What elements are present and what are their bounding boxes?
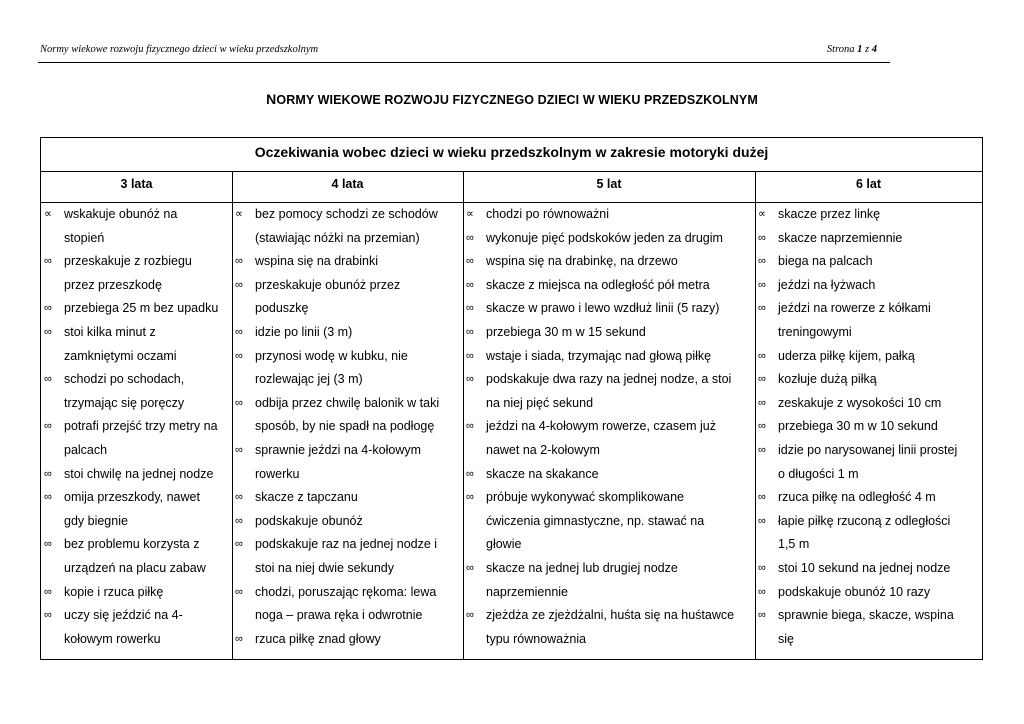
bullet-icon: ∞ — [235, 325, 243, 338]
list-item — [758, 250, 980, 274]
item-text-line: sprawnie biega, skacze, wspina — [778, 608, 954, 623]
bullet-icon: ∞ — [235, 632, 243, 645]
list-item — [44, 533, 230, 580]
column-heading-6-lat: 6 lat — [755, 172, 982, 203]
item-text-line: jeździ na rowerze z kółkami — [778, 301, 931, 316]
bullet-icon: ∞ — [466, 491, 474, 504]
item-text-line: łapie piłkę rzuconą z odległości — [778, 513, 951, 528]
list-item — [44, 581, 230, 605]
bullet-icon: ∞ — [44, 325, 52, 338]
list-item — [466, 415, 752, 462]
list-item — [758, 274, 980, 298]
list-item — [235, 533, 460, 580]
item-text-line: noga – prawa ręka i odwrotnie — [255, 608, 423, 623]
list-item — [235, 203, 460, 250]
bullet-icon: ∞ — [235, 443, 243, 456]
list-item — [466, 604, 752, 651]
bullet-icon: ∞ — [44, 302, 52, 315]
item-text-line: wykonuje pięć podskoków jeden za drugim — [486, 230, 723, 245]
bullet-icon: ∞ — [466, 325, 474, 338]
list-item — [466, 486, 752, 557]
list-item — [758, 439, 980, 486]
item-text-line: chodzi, poruszając rękoma: lewa — [255, 584, 437, 599]
column-divider — [463, 172, 464, 659]
list-item — [466, 250, 752, 274]
bullet-icon: ∞ — [758, 302, 766, 315]
item-text-line: rowerku — [255, 466, 300, 481]
item-text-line: sprawnie jeździ na 4-kołowym — [255, 442, 422, 457]
bullet-icon: ∞ — [466, 420, 474, 433]
bullet-icon: ∞ — [758, 349, 766, 362]
item-text-line: palcach — [64, 442, 108, 457]
list-item — [758, 368, 980, 392]
title-initial: N — [266, 91, 277, 107]
list-item — [44, 321, 230, 368]
list-item — [44, 486, 230, 533]
list-item — [235, 345, 460, 392]
column-divider — [232, 172, 233, 659]
bullet-icon: ∞ — [44, 609, 52, 622]
list-item — [235, 486, 460, 510]
page-header — [40, 44, 887, 55]
item-text-line: kozłuje dużą piłką — [778, 372, 877, 387]
header-rule — [38, 62, 890, 63]
bullet-icon: ∝ — [235, 208, 243, 220]
list-item — [44, 297, 230, 321]
bullet-icon: ∞ — [235, 491, 243, 504]
column-divider — [755, 172, 756, 659]
bullet-icon: ∞ — [758, 443, 766, 456]
item-text-line: idzie po narysowanej linii prostej — [778, 442, 958, 457]
bullet-icon: ∞ — [758, 561, 766, 574]
item-text-line: trzymając się poręczy — [64, 395, 185, 410]
item-text-line: schodzi po schodach, — [64, 372, 185, 387]
list-item — [758, 203, 980, 227]
list-item — [758, 581, 980, 605]
item-text-line: zjeżdża ze zjeżdżalni, huśta się na huśtawce — [486, 608, 735, 623]
list-item — [758, 510, 980, 557]
bullet-icon: ∞ — [758, 373, 766, 386]
column-5-lat — [466, 203, 752, 651]
item-text-line: uczy się jeździć na 4- — [64, 608, 183, 623]
item-text-line: skacze z tapczanu — [255, 490, 358, 505]
list-item — [758, 297, 980, 344]
item-text-line: skacze z miejsca na odległość pół metra — [486, 277, 710, 292]
list-item — [235, 581, 460, 628]
list-item — [466, 321, 752, 345]
item-text-line: skacze w prawo i lewo wzdłuż linii (5 razy) — [486, 301, 720, 316]
bullet-icon: ∞ — [44, 420, 52, 433]
item-text-line: potrafi przejść trzy metry na — [64, 419, 218, 434]
bullet-icon: ∞ — [758, 609, 766, 622]
bullet-icon: ∞ — [758, 396, 766, 409]
column-heading-4-lata: 4 lata — [232, 172, 463, 203]
column-3-lata — [44, 203, 230, 651]
item-text-line: nawet na 2-kołowym — [486, 442, 600, 457]
list-item — [466, 297, 752, 321]
list-item — [235, 439, 460, 486]
item-text-line: skacze na skakance — [486, 466, 599, 481]
item-text-line: przeskakuje z rozbiegu — [64, 254, 192, 269]
list-item — [235, 321, 460, 345]
item-text-line: wskakuje obunóż na — [64, 207, 178, 221]
bullet-icon: ∞ — [466, 467, 474, 480]
title-rest: ORMY WIEKOWE ROZWOJU FIZYCZNEGO DZIECI W WIEKU PRZEDSZKOLNYM — [276, 93, 758, 107]
list-item — [44, 368, 230, 415]
item-text-line: ćwiczenia gimnastyczne, np. stawać na — [486, 513, 705, 528]
item-text-line: podskakuje obunóż 10 razy — [778, 584, 931, 599]
item-text-line: przeskakuje obunóż przez — [255, 277, 401, 292]
item-text-line: bez pomocy schodzi ze schodów — [255, 207, 438, 221]
item-text-line: biega na palcach — [778, 254, 873, 269]
item-text-line: poduszkę — [255, 301, 309, 316]
bullet-icon: ∞ — [235, 255, 243, 268]
item-text-line: o długości 1 m — [778, 466, 859, 481]
item-text-line: stoi kilka minut z — [64, 324, 156, 339]
item-text-line: wstaje i siada, trzymając nad głową piłkę — [486, 348, 712, 363]
item-text-line: rzuca piłkę na odległość 4 m — [778, 490, 936, 505]
item-text-line: odbija przez chwilę balonik w taki — [255, 395, 440, 410]
item-text-line: urządzeń na placu zabaw — [64, 560, 206, 575]
column-6-lat — [758, 203, 980, 651]
item-text-line: przez przeszkodę — [64, 277, 162, 292]
list-item — [466, 227, 752, 251]
list-item — [44, 463, 230, 487]
item-text-line: skacze naprzemiennie — [778, 230, 903, 245]
item-text-line: jeździ na 4-kołowym rowerze, czasem już — [486, 419, 716, 434]
item-text-line: przebiega 25 m bez upadku — [64, 301, 219, 316]
list-item — [44, 250, 230, 297]
item-text-line: (stawiając nóżki na przemian) — [255, 230, 420, 245]
bullet-icon: ∞ — [466, 255, 474, 268]
item-text-line: stoi chwilę na jednej nodze — [64, 466, 214, 481]
bullet-icon: ∞ — [758, 491, 766, 504]
list-item — [758, 557, 980, 581]
item-text-line: głowie — [486, 537, 522, 552]
list-item — [466, 345, 752, 369]
item-text-line: wspina się na drabinki — [255, 254, 378, 269]
page-number: 1 — [857, 44, 863, 55]
bullet-icon: ∞ — [466, 561, 474, 574]
bullet-icon: ∞ — [758, 278, 766, 291]
item-text-line: jeździ na łyżwach — [778, 277, 876, 292]
item-text-line: uderza piłkę kijem, pałką — [778, 348, 915, 363]
bullet-icon: ∞ — [235, 396, 243, 409]
item-text-line: kopie i rzuca piłkę — [64, 584, 164, 599]
item-text-line: stopień — [64, 230, 105, 245]
item-text-line: próbuje wykonywać skomplikowane — [486, 490, 685, 505]
bullet-icon: ∝ — [466, 208, 474, 220]
list-item — [758, 486, 980, 510]
list-item — [466, 368, 752, 415]
document-title — [0, 91, 1024, 107]
column-4-lata — [235, 203, 460, 651]
item-text-line: bez problemu korzysta z — [64, 537, 200, 552]
item-text-line: podskakuje obunóż — [255, 513, 363, 528]
column-heading-3-lata: 3 lata — [41, 172, 232, 203]
item-text-line: podskakuje dwa razy na jednej nodze, a stoi — [486, 372, 732, 387]
bullet-icon: ∞ — [466, 231, 474, 244]
item-text-line: stoi 10 sekund na jednej nodze — [778, 560, 951, 575]
bullet-icon: ∞ — [44, 538, 52, 551]
header-page-counter — [827, 44, 877, 55]
bullet-icon: ∞ — [44, 491, 52, 504]
bullet-icon: ∞ — [758, 420, 766, 433]
bullet-icon: ∞ — [466, 302, 474, 315]
item-text-line: naprzemiennie — [486, 584, 568, 599]
item-text-line: przebiega 30 m w 15 sekund — [486, 324, 646, 339]
bullet-icon: ∞ — [44, 255, 52, 268]
table-caption: Oczekiwania wobec dzieci w wieku przedszkolnym w zakresie motoryki dużej — [41, 138, 982, 172]
page-total: 4 — [871, 44, 877, 55]
bullet-icon: ∞ — [235, 585, 243, 598]
list-item — [758, 604, 980, 651]
header-document-title: Normy wiekowe rozwoju fizycznego dzieci w wieku przedszkolnym — [40, 44, 319, 55]
bullet-icon: ∞ — [44, 467, 52, 480]
bullet-icon: ∞ — [758, 514, 766, 527]
list-item — [235, 510, 460, 534]
item-text-line: sposób, by nie spadł na podłogę — [255, 419, 435, 434]
list-item — [235, 250, 460, 274]
bullet-icon: ∞ — [235, 278, 243, 291]
item-text-line: zamkniętymi oczami — [64, 348, 177, 363]
bullet-icon: ∞ — [758, 255, 766, 268]
item-text-line: typu równoważnia — [486, 631, 587, 646]
page-prefix: Strona — [826, 44, 855, 55]
item-text-line: przynosi wodę w kubku, nie — [255, 348, 408, 363]
item-text-line: skacze przez linkę — [778, 207, 881, 221]
list-item — [758, 227, 980, 251]
list-item — [235, 274, 460, 321]
page-separator: z — [865, 44, 870, 55]
bullet-icon: ∞ — [758, 585, 766, 598]
motor-skills-table — [40, 137, 983, 660]
bullet-icon: ∞ — [466, 373, 474, 386]
bullet-icon: ∞ — [235, 349, 243, 362]
bullet-icon: ∞ — [466, 278, 474, 291]
bullet-icon: ∞ — [466, 609, 474, 622]
item-text-line: się — [778, 631, 794, 646]
list-item — [758, 345, 980, 369]
item-text-line: omija przeszkody, nawet — [64, 490, 200, 505]
item-text-line: 1,5 m — [778, 537, 810, 552]
list-item — [466, 463, 752, 487]
item-text-line: rzuca piłkę znad głowy — [255, 631, 381, 646]
list-item — [466, 203, 752, 227]
list-item — [235, 628, 460, 652]
column-heading-5-lat: 5 lat — [463, 172, 755, 203]
bullet-icon: ∞ — [44, 585, 52, 598]
list-item — [235, 392, 460, 439]
item-text-line: na niej pięć sekund — [486, 395, 594, 410]
bullet-icon: ∞ — [758, 231, 766, 244]
item-text-line: zeskakuje z wysokości 10 cm — [778, 395, 942, 410]
bullet-icon: ∝ — [758, 208, 766, 220]
item-text-line: przebiega 30 m w 10 sekund — [778, 419, 938, 434]
bullet-icon: ∞ — [235, 514, 243, 527]
list-item — [758, 392, 980, 416]
bullet-icon: ∞ — [235, 538, 243, 551]
bullet-icon: ∞ — [466, 349, 474, 362]
item-text-line: skacze na jednej lub drugiej nodze — [486, 560, 678, 575]
list-item — [44, 203, 230, 250]
item-text-line: wspina się na drabinkę, na drzewo — [486, 254, 678, 269]
item-text-line: stoi na niej dwie sekundy — [255, 560, 394, 575]
item-text-line: idzie po linii (3 m) — [255, 324, 353, 339]
list-item — [758, 415, 980, 439]
item-text-line: chodzi po równoważni — [486, 207, 609, 221]
item-text-line: kołowym rowerku — [64, 631, 161, 646]
list-item — [44, 604, 230, 651]
item-text-line: rozlewając jej (3 m) — [255, 372, 363, 387]
list-item — [44, 415, 230, 462]
item-text-line: podskakuje raz na jednej nodze i — [255, 537, 438, 552]
bullet-icon: ∝ — [44, 208, 52, 220]
item-text-line: gdy biegnie — [64, 513, 128, 528]
item-text-line: treningowymi — [778, 324, 852, 339]
list-item — [466, 274, 752, 298]
list-item — [466, 557, 752, 604]
bullet-icon: ∞ — [44, 373, 52, 386]
